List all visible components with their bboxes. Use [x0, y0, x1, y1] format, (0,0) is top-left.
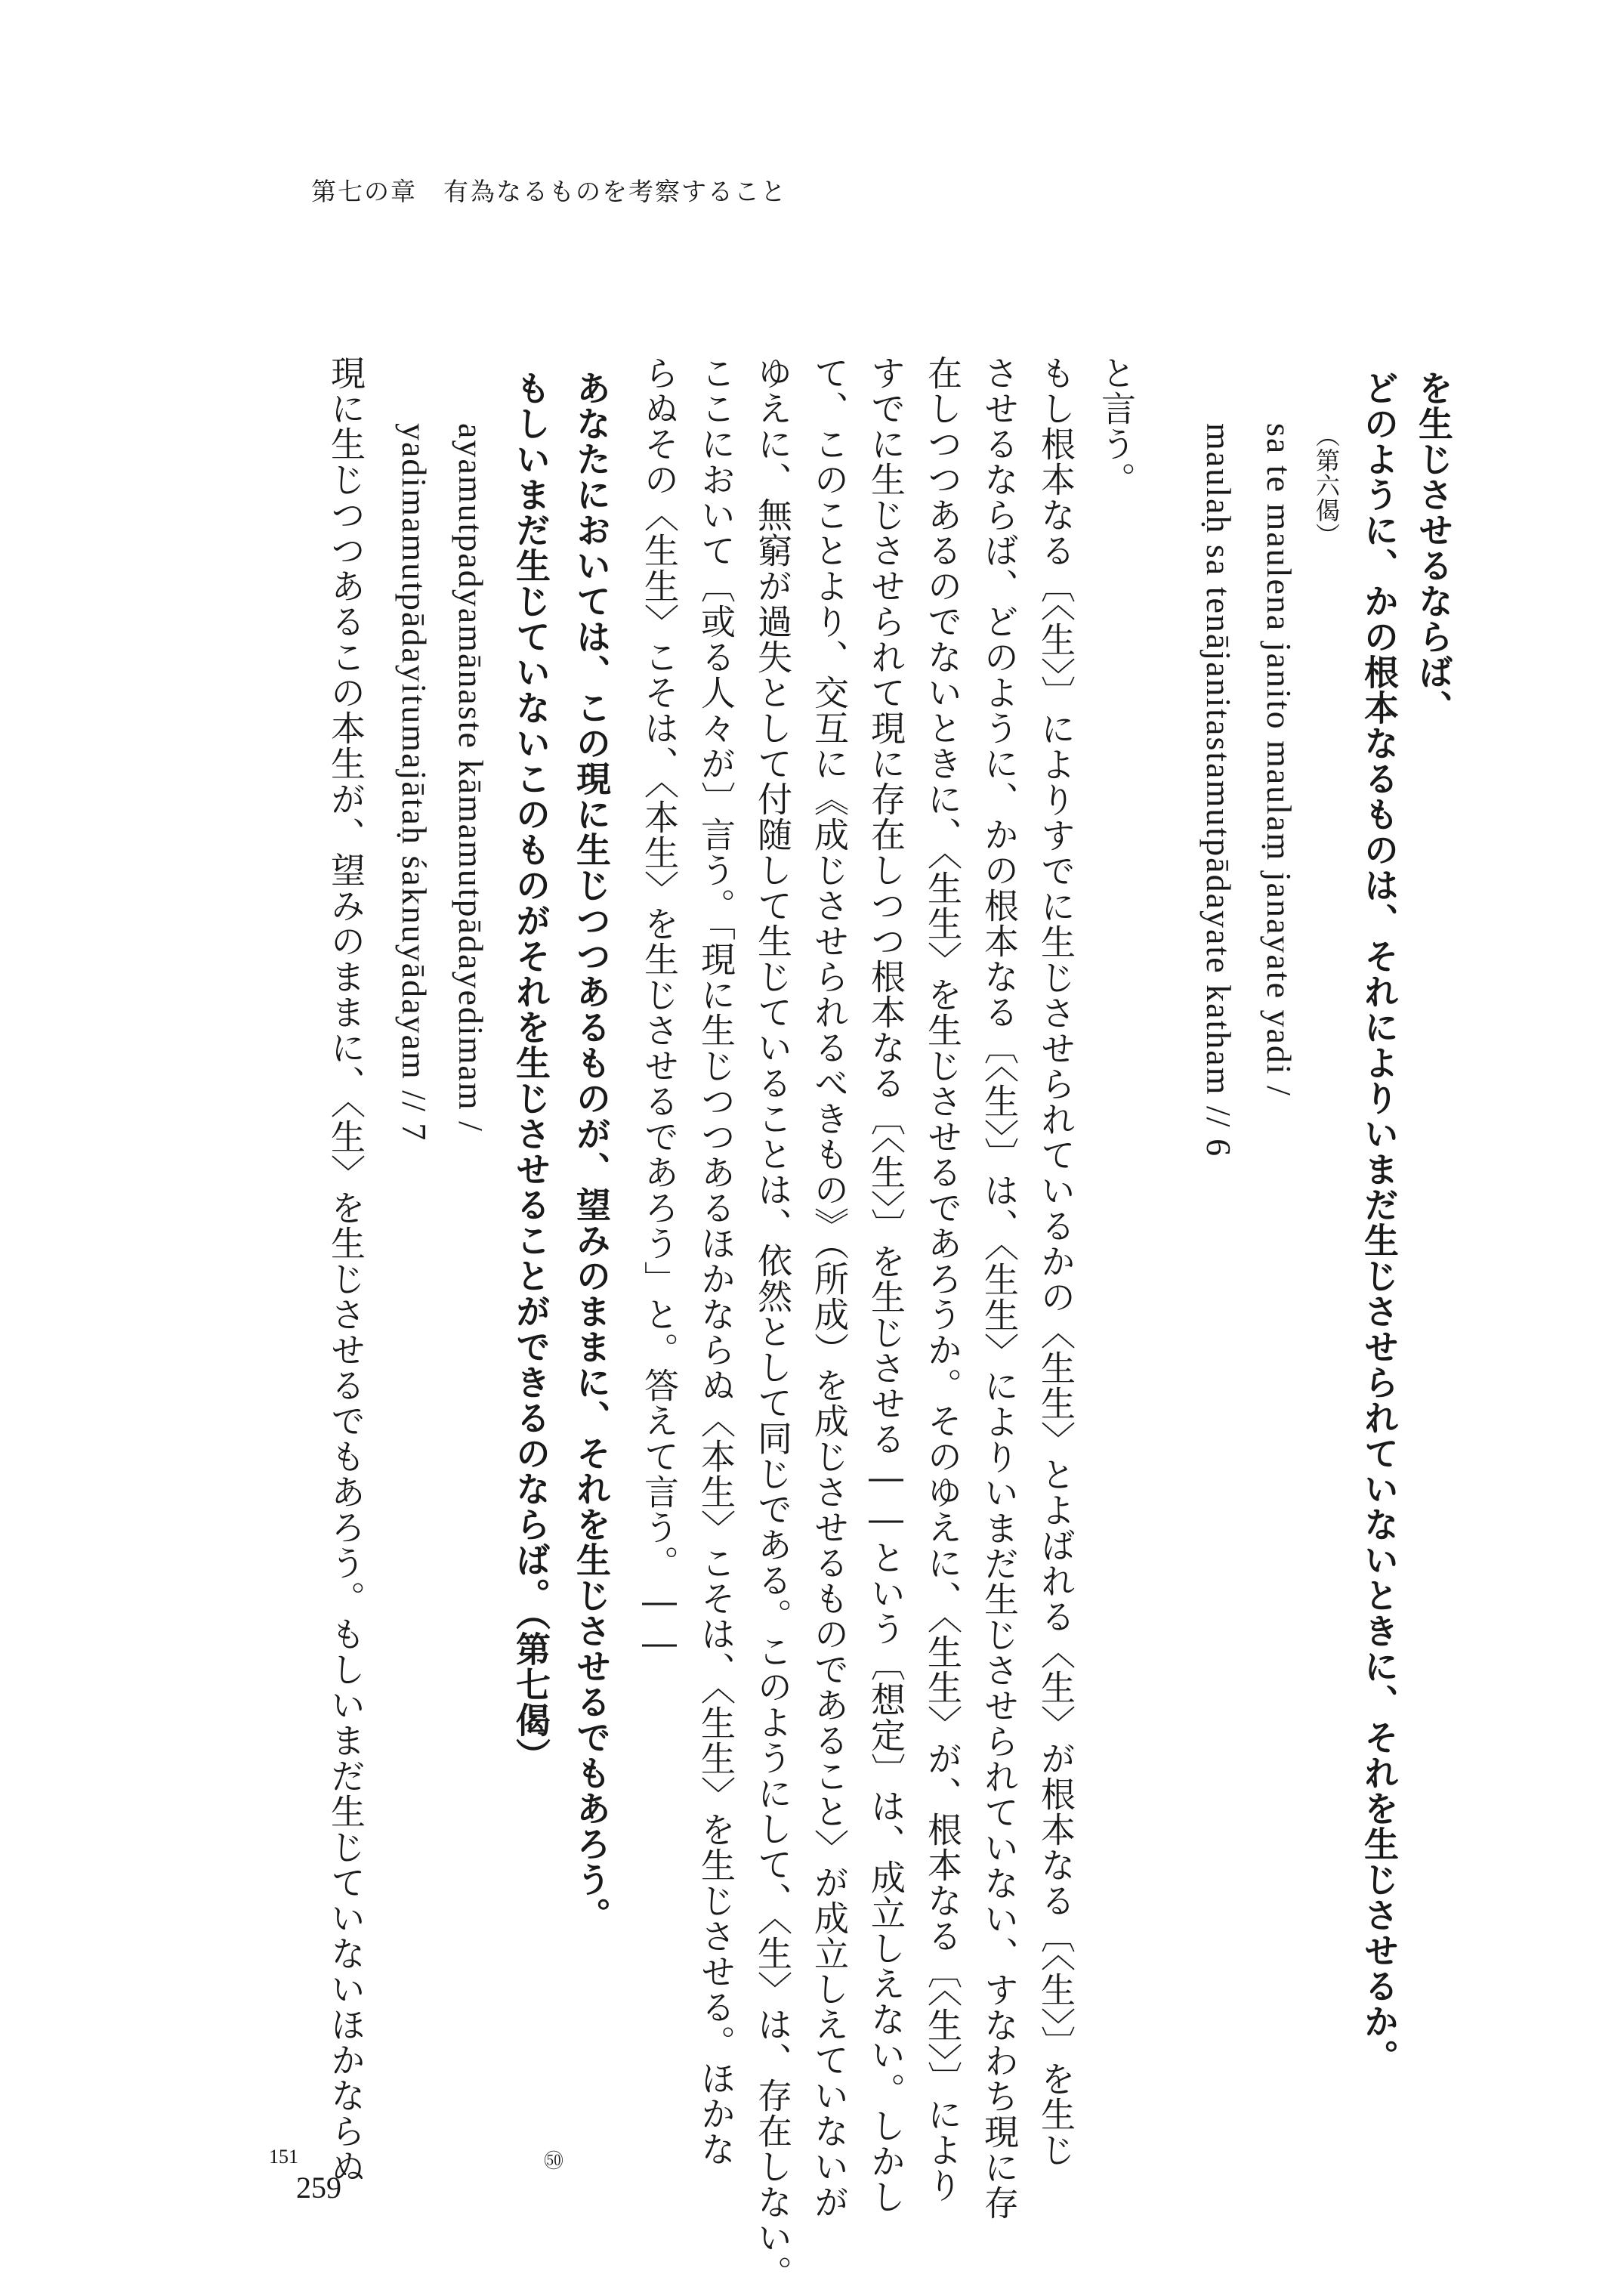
text-column: ここにおいて〔或る人々が〕言う。「現に生じつつあるほかならぬ〈本生〉こそは、〈生生〉を生じさせる。ほかな	[696, 355, 736, 2167]
text-column: もしいまだ生じていないこのものがそれを生じさせることができるのならば。（第七偈）	[511, 370, 551, 1773]
text-column: （第六偈）	[1312, 423, 1341, 548]
text-column: 在しつつあるのでないときに、〈生生〉を生じさせるであろうか。そのゆえに、〈生生〉が、根本なる〔〈生〉〕により	[922, 355, 963, 2203]
text-column: て、このことより、交互に《成じさせられるべきもの》（所成）を成じさせるものであること〉が成立しえていないが	[809, 355, 850, 2220]
text-column: もし根本なる〔〈生〉〕によりすでに生じさせられているかの〈生生〉とよばれる〈生〉が根本なる〔〈生〉〕を生じ	[1036, 355, 1076, 2168]
text-column: を生じさせるならば、	[1413, 370, 1454, 725]
text-column: ゆえに、無窮が過失として付随して生じていることは、依然として同じである。このようにして、〈生〉は、存在しない。	[752, 355, 793, 2291]
page-number: 259	[296, 2171, 341, 2205]
text-column: どのように、かの根本なるものは、それによりいまだ生じさせられていないときに、それを生じさせるか。	[1359, 370, 1400, 2075]
text-column: ayamutpadyamānaste kāmamutpādayedimam /	[452, 423, 490, 1133]
text-column: maulaḥ sa tenājanitastamutpādayate katham // 6	[1199, 423, 1238, 1158]
text-column: と言う。	[1096, 355, 1137, 497]
text-column: すでに生じさせられて現に存在しつつ根本なる〔〈生〉〕を生じさせる――という〔想定〕は、成立しえない。しかし	[866, 355, 906, 2214]
text-column: sa te maulena janito maulaṃ janayate yadi /	[1260, 423, 1298, 1097]
text-column: させるならば、どのように、かの根本なる〔〈生〉〕は、〈生生〉によりいまだ生じさせられていない、すなわち現に存	[979, 355, 1020, 2220]
text-column: 現に生じつつあるこの本生が、望みのままに、〈生〉を生じさせるでもあろう。もしいまだ生じていないほかならぬ	[326, 355, 366, 2184]
running-header: 第七の章 有為なるものを考察すること	[311, 177, 787, 206]
circled-footnote-marker: ㊿	[544, 2150, 564, 2173]
text-column: らぬその〈生生〉こそは、〈本生〉を生じさせるであろう」と。答えて言う。――	[639, 355, 680, 1664]
text-column: あなたにおいては、この現に生じつつあるものが、望みのままに、それを生じさせるでもあろう。	[571, 370, 612, 1933]
text-column: yadimamutpādayitumajātaḥ śaknuyādayam // 7	[395, 423, 434, 1142]
small-page-number: 151	[269, 2146, 298, 2168]
